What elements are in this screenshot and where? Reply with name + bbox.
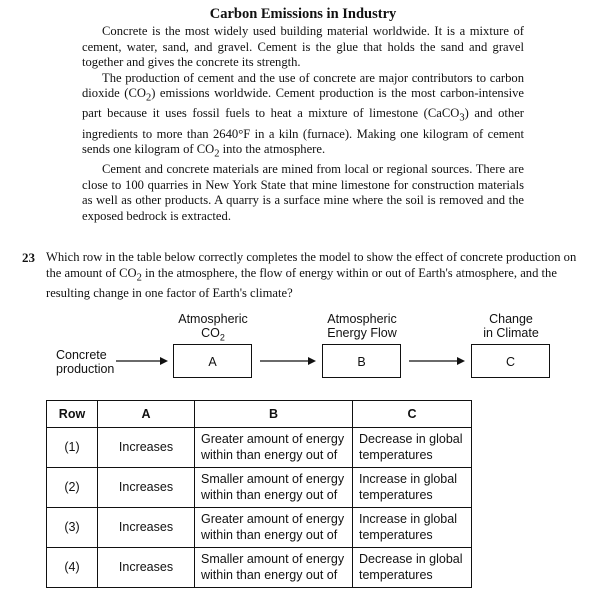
atmospheric-co2-label: Atmospheric $CO_2$ (178, 312, 248, 343)
row-number: (4) (47, 548, 98, 588)
box-c: C (471, 344, 550, 378)
table-row (47, 428, 472, 468)
table-header-row (47, 401, 472, 428)
cell-b: Greater amount of energy within than energy out of (195, 428, 353, 468)
passage (82, 24, 524, 225)
box-b: B (322, 344, 401, 378)
cell-a: Increases (98, 428, 195, 468)
answer-table (46, 400, 472, 588)
cell-a: Increases (98, 508, 195, 548)
header-c: C (353, 401, 472, 428)
paragraph-2: The production of cement and the use of concrete are major contributors to carbon dioxide $(CO_2)$ emissions worldwide. Cement production is the most carbon-intensive part because it uses fossil fuels to heat a mixture of limestone (CaCO$_3$) and other ingredients to more than 2640°F in a kiln (furnace). Making one kilogram of cement sends one kilogram of $CO_2$ into the atmosphere. (82, 70, 524, 160)
cell-c: Increase in global temperatures (353, 508, 472, 548)
box-a: A (173, 344, 252, 378)
arrow-to-c-icon (409, 355, 465, 367)
passage-title: Carbon Emissions in Industry (209, 6, 397, 22)
arrow-to-b-icon (260, 355, 316, 367)
cell-b: Smaller amount of energy within than energy out of (195, 468, 353, 508)
arrow-to-a-icon (116, 355, 168, 367)
cell-c: Increase in global temperatures (353, 468, 472, 508)
atmospheric-energy-flow-label: Atmospheric Energy Flow (327, 312, 397, 340)
question-text: Which row in the table below correctly completes the model to show the effect of concrete production on the amount of $CO_2$ in the atmosphere, the flow of energy within or out of Earth's atmosphere, and the resulting change in one factor of Earth's climate? (46, 250, 577, 300)
table-row (47, 508, 472, 548)
table-row (47, 468, 472, 508)
header-row: Row (47, 401, 98, 428)
cell-c: Decrease in global temperatures (353, 428, 472, 468)
cell-c: Decrease in global temperatures (353, 548, 472, 588)
change-in-climate-label: Change in Climate (483, 312, 539, 340)
cell-b: Smaller amount of energy within than energy out of (195, 548, 353, 588)
table-row (47, 548, 472, 588)
header-a: A (98, 401, 195, 428)
row-number: (1) (47, 428, 98, 468)
cell-b: Greater amount of energy within than energy out of (195, 508, 353, 548)
paragraph-1: Concrete is the most widely used building material worldwide. It is a mixture of cement, water, sand, and gravel. Cement is the glue that holds the sand and gravel together and gives the concrete its strength. (82, 24, 524, 70)
row-number: (2) (47, 468, 98, 508)
paragraph-3: Cement and concrete materials are mined from local or regional sources. There are close to 100 quarries in New York State that mine limestone for construction materials as well as other products. A quarry is a surface mine where the soil is removed and the exposed bedrock is extracted. (82, 162, 524, 224)
cell-a: Increases (98, 468, 195, 508)
concrete-production-label: Concrete production (56, 348, 115, 376)
question-number: 23 (22, 250, 35, 265)
header-b: B (195, 401, 353, 428)
cell-a: Increases (98, 548, 195, 588)
row-number: (3) (47, 508, 98, 548)
